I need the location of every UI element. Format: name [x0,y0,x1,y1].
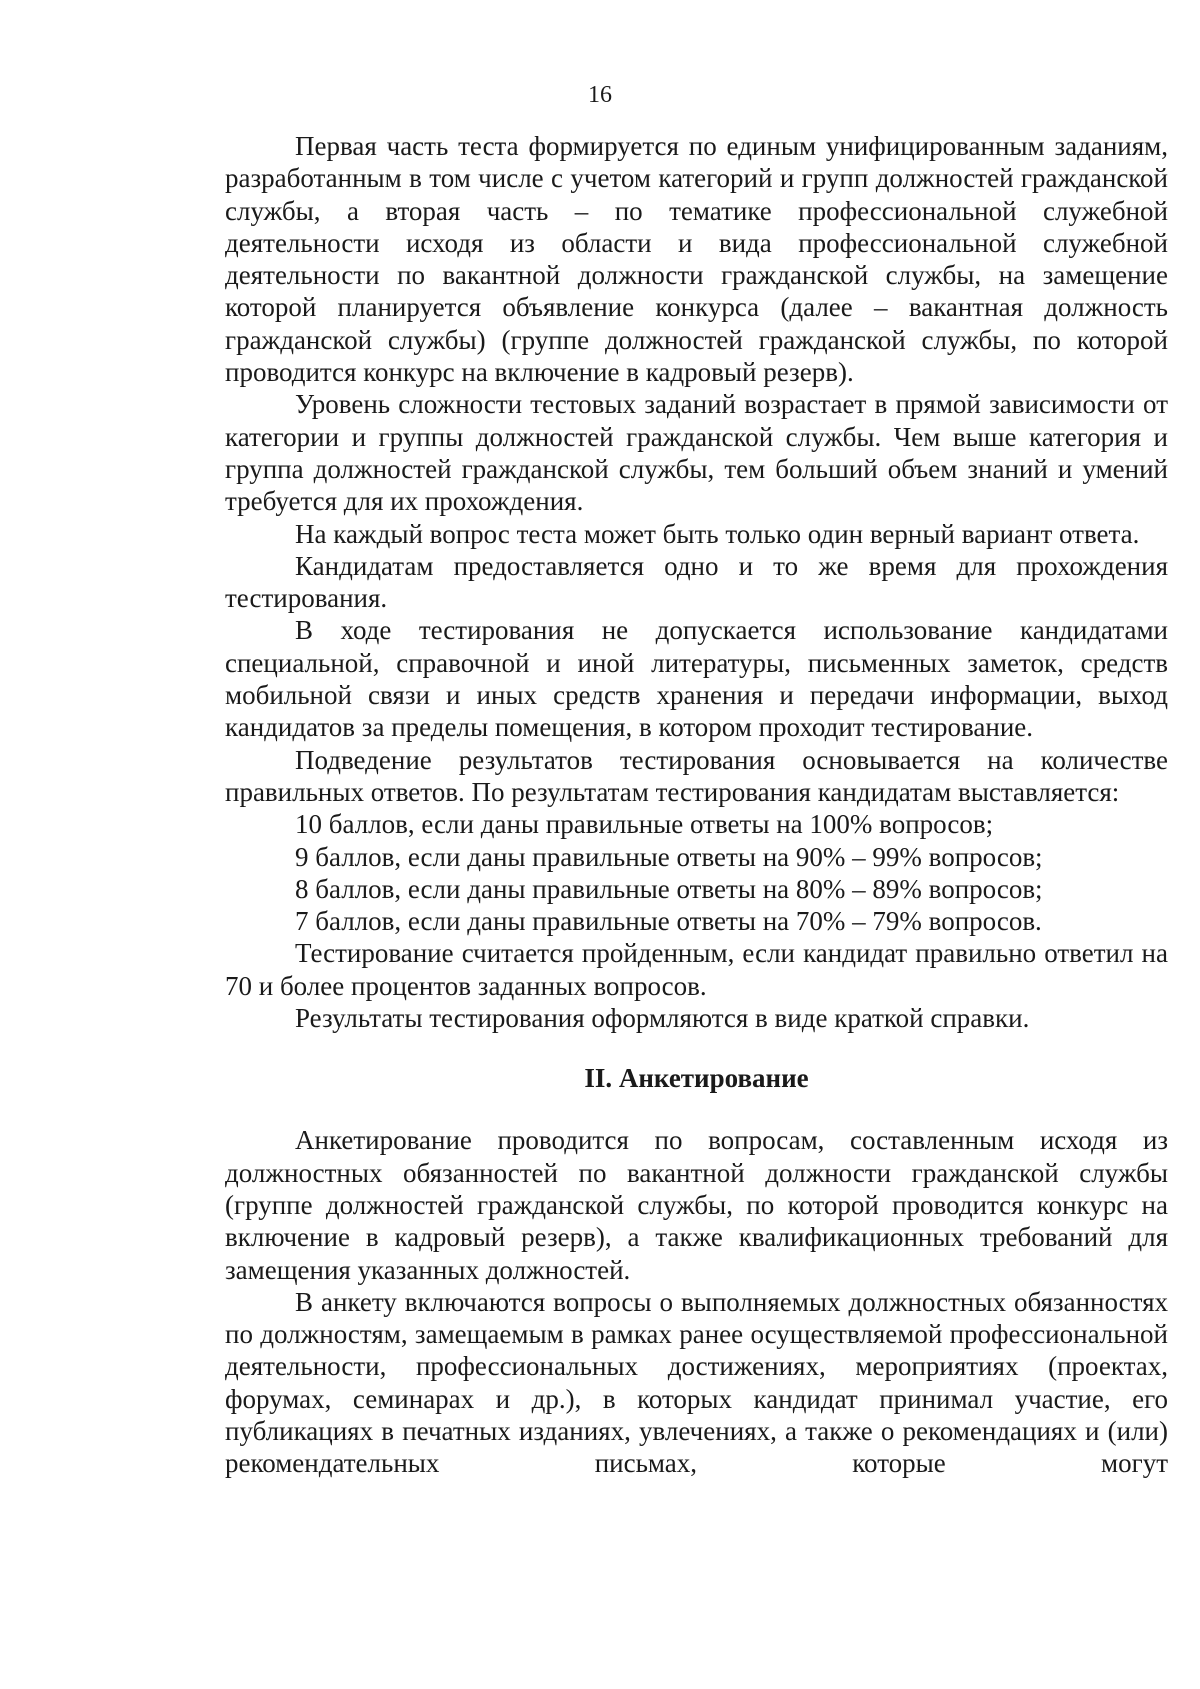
score-line-9: 9 баллов, если даны правильные ответы на 90% – 99% вопросов; [295,841,1043,872]
paragraph-questionnaire-content: В анкету включаются вопросы о выполняемых должностных обязанностях по должностям, замещаемым в рамках ранее осуществляемой профессиональной деятельности, профессиональных достижениях, мероприятиях (проектах, форумах, семинарах и др.), в которых кандидат принимал участие, его публикациях в печатных изданиях, увлечениях, а также о рекомендациях и (или) рекомендательных письмах, которые могут [225,1286,1168,1479]
paragraph-scoring-intro: Подведение результатов тестирования основывается на количестве правильных ответов. По результатам тестирования кандидатам выставляется: [225,744,1168,807]
score-line-8: 8 баллов, если даны правильные ответы на 80% – 89% вопросов; [295,873,1043,904]
document-body [225,130,1168,1480]
score-line-10: 10 баллов, если даны правильные ответы на 100% вопросов; [295,809,994,840]
paragraph-test-parts: Первая часть теста формируется по единым унифицированным заданиям, разработанным в том числе с учетом категорий и групп должностей гражданской службы, а вторая часть – по тематике профессиональной служебной деятельности исходя из области и вида профессиональной служебной деятельности по вакантной должности гражданской службы, на замещение которой планируется объявление конкурса (далее – вакантная должность гражданской службы) (группе должностей гражданской службы, по которой проводится конкурс на включение в кадровый резерв). [225,131,1168,388]
page-number: 16 [588,82,612,108]
paragraph-results-format: Результаты тестирования оформляются в виде краткой справки. [295,1003,1030,1034]
paragraph-pass-threshold: Тестирование считается пройденным, если кандидат правильно ответил на 70 и более процентов заданных вопросов. [225,938,1168,1001]
paragraph-single-answer: На каждый вопрос теста может быть только один верный вариант ответа. [295,518,1140,549]
paragraph-equal-time: Кандидатам предоставляется одно и то же время для прохождения тестирования. [225,550,1168,614]
paragraph-difficulty: Уровень сложности тестовых заданий возрастает в прямой зависимости от категории и группы должностей гражданской службы. Чем выше категория и группа должностей гражданской службы, тем больший объем знаний и умений требуется для их прохождения. [225,389,1168,517]
paragraph-restrictions: В ходе тестирования не допускается использование кандидатами специальной, справочной и иной литературы, письменных заметок, средств мобильной связи и иных средств хранения и передачи информации, выход кандидатов за пределы помещения, в котором проходит тестирование. [225,615,1168,743]
score-line-7: 7 баллов, если даны правильные ответы на 70% – 79% вопросов. [295,906,1042,937]
paragraph-questionnaire-basis: Анкетирование проводится по вопросам, составленным исходя из должностных обязанностей по вакантной должности гражданской службы (группе должностей гражданской службы, по которой проводится конкурс на включение в кадровый резерв), а также квалификационных требований для замещения указанных должностей. [225,1125,1168,1285]
section-heading-questionnaire: II. Анкетирование [584,1063,809,1094]
